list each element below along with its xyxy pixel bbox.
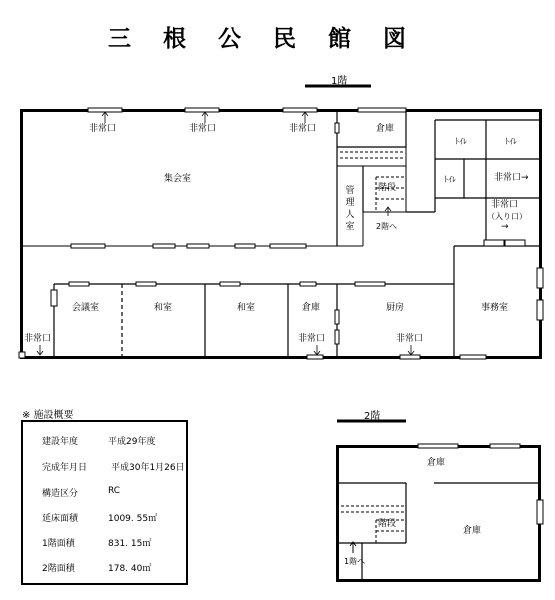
exit-left-bottom: 非常口	[24, 334, 52, 344]
room-kitchen: 厨房	[386, 303, 405, 313]
floor1-label: 1階	[331, 76, 348, 87]
facility-label: 2階面積	[42, 564, 75, 574]
label-to-floor2: 2階へ	[376, 222, 398, 231]
exit-bottom-1: 非常口	[298, 334, 326, 344]
room-storage-bottom: 倉庫	[302, 303, 321, 313]
room-japanese-2: 和室	[237, 303, 256, 313]
room-toilet-2: ﾄｲﾚ	[505, 137, 517, 146]
facility-label: 完成年月日	[42, 463, 88, 473]
facility-label: 1階面積	[42, 539, 75, 549]
room-toilet-1: ﾄｲﾚ	[455, 137, 467, 146]
facility-info-box	[21, 420, 188, 585]
room-storage-top: 倉庫	[376, 124, 395, 134]
floor2-room-storage-top: 倉庫	[427, 458, 446, 468]
room-japanese-1: 和室	[154, 303, 173, 313]
facility-label: 延床面積	[42, 514, 79, 524]
facility-heading: ※ 施設概要	[22, 410, 74, 421]
room-toilet-3: ﾄｲﾚ	[444, 175, 456, 184]
room-assembly-hall: 集会室	[164, 174, 192, 184]
room-manager: 管理人室	[345, 186, 355, 232]
exit-arrows	[37, 112, 414, 355]
facility-value: 178. 40㎡	[108, 564, 152, 574]
exit-right: 非常口→	[494, 173, 529, 183]
bottom-rooms	[54, 284, 454, 357]
room-office: 事務室	[481, 303, 509, 313]
room-stairs-floor1: 階段	[378, 183, 397, 193]
facility-value: 831. 15㎡	[108, 539, 152, 549]
floor2-label: 2階	[364, 411, 381, 422]
facility-value: 平成30年1月26日	[111, 463, 185, 473]
label-to-floor1: 1階へ	[344, 557, 366, 566]
facility-value: RC	[108, 486, 121, 496]
exit-entrance-sub: （入り口）	[487, 212, 527, 221]
exit-entrance: 非常口	[491, 200, 519, 210]
toilet-block	[435, 120, 540, 198]
exit-bottom-2: 非常口	[396, 334, 424, 344]
floor2-room-storage-main: 倉庫	[463, 526, 482, 536]
exit-top-1: 非常口	[89, 124, 117, 134]
page-title: 三 根 公 民 館 図	[108, 26, 419, 52]
facility-value: 平成29年度	[108, 437, 156, 447]
facility-label: 構造区分	[42, 489, 79, 499]
floor1-outer-wall	[22, 111, 541, 358]
facility-value: 1009. 55㎡	[108, 514, 158, 524]
exit-top-3: 非常口	[289, 124, 317, 134]
floor2-room-stairs: 階段	[378, 519, 397, 529]
facility-label: 建設年度	[42, 437, 79, 447]
room-meeting: 会議室	[72, 303, 100, 313]
entrance-arrow-icon: →	[501, 222, 509, 232]
floor2-walls	[337, 483, 540, 581]
exit-top-2: 非常口	[189, 124, 217, 134]
